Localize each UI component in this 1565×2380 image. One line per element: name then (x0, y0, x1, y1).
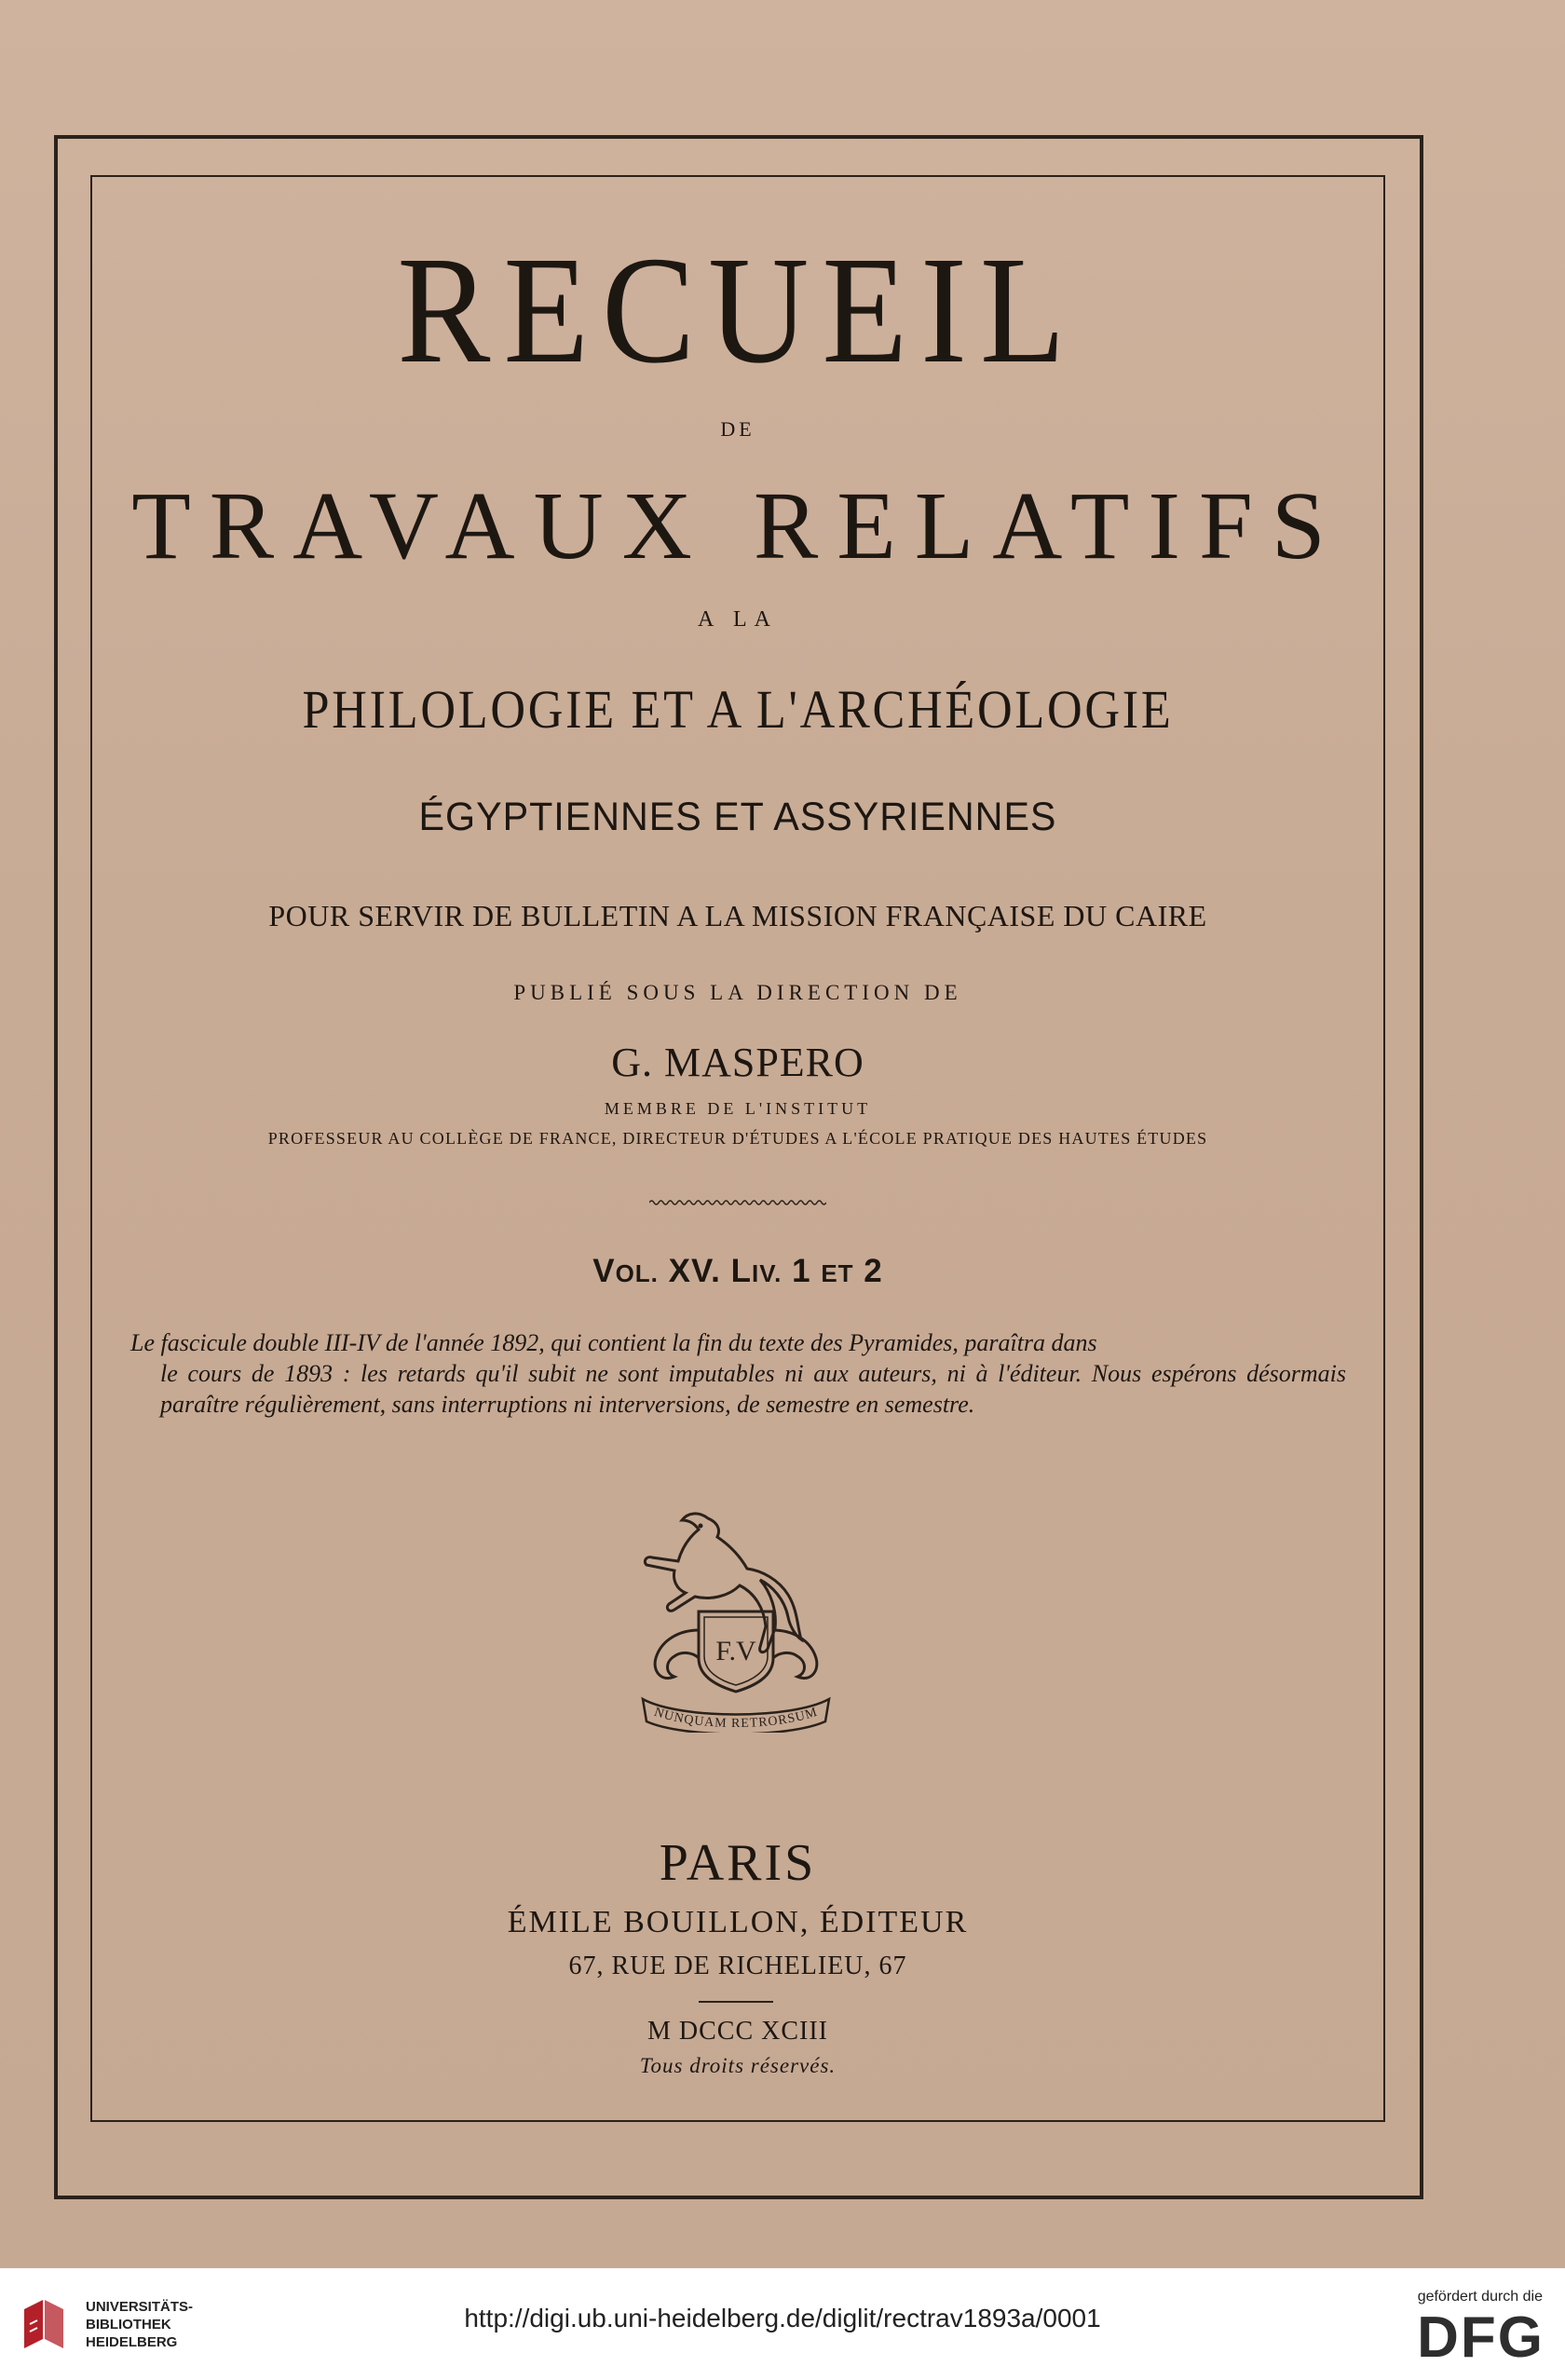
imprint-city: PARIS (659, 1834, 817, 1892)
editor-professeur: PROFESSEUR AU COLLÈGE DE FRANCE, DIRECTEUR D'ÉTUDES A L'ÉCOLE PRATIQUE DES HAUTES ÉTUDES (267, 1129, 1208, 1148)
title-de: DE (720, 417, 755, 441)
notice-paragraph (130, 1327, 1346, 1420)
notice-line-1: Le fascicule double III-IV de l'année 1892, qui contient la fin du texte des Pyramides, paraîtra dans (130, 1329, 1097, 1356)
publie-sous: PUBLIÉ SOUS LA DIRECTION DE (513, 981, 962, 1004)
wavy-rule (649, 1199, 826, 1206)
dfg-logo: DFG (1417, 2305, 1545, 2370)
liv-prefix: L (730, 1253, 752, 1289)
title-a-la: A LA (698, 607, 778, 632)
notice-rest: le cours de 1893 : les retards qu'il subit ne sont imputables ni aux auteurs, ni à l'éditeur. Nous espérons désormais paraître régulièrement, sans interruptions ni interversions, de semestre en semestre. (160, 1360, 1346, 1418)
vol-prefix: V (592, 1253, 616, 1289)
short-rule (699, 2001, 773, 2003)
library-line-2: BIBLIOTHEK (86, 2317, 171, 2332)
imprint-year: M DCCC XCIII (646, 2017, 828, 2046)
volume-line (90, 1253, 1385, 1290)
digitization-footer (0, 2268, 1565, 2380)
editor-name: G. MASPERO (611, 1040, 864, 1085)
imprint-address: 67, RUE DE RICHELIEU, 67 (568, 1952, 907, 1980)
inner-frame (90, 175, 1385, 2122)
vol-prefix-sc: OL. (615, 1259, 659, 1287)
imprint-rights: Tous droits réservés. (639, 2054, 837, 2077)
title-recueil: RECUEIL (397, 224, 1079, 396)
liv-prefix-sc: IV. (751, 1259, 782, 1287)
subtitle-bulletin: POUR SERVIR DE BULLETIN A LA MISSION FRANÇAISE DU CAIRE (268, 899, 1207, 932)
imprint-publisher: ÉMILE BOUILLON, ÉDITEUR (507, 1905, 969, 1939)
title-egyptiennes: ÉGYPTIENNES ET ASSYRIENNES (418, 795, 1057, 839)
liv-et: ET (821, 1259, 854, 1287)
permalink-url[interactable]: http://digi.ub.uni-heidelberg.de/diglit/rectrav1893a/0001 (464, 2304, 1101, 2332)
rearing-horse-emblem-icon (624, 1500, 848, 1733)
emblem-monogram: F.V (715, 1636, 756, 1666)
vol-number: XV. (668, 1253, 721, 1289)
library-line-1: UNIVERSITÄTS- (86, 2299, 194, 2315)
title-philologie: PHILOLOGIE ET A L'ARCHÉOLOGIE (302, 679, 1174, 740)
library-line-3: HEIDELBERG (86, 2334, 178, 2350)
liv-number-2: 2 (864, 1253, 883, 1289)
emblem-motto: NUNQUAM RETRORSUM (652, 1705, 820, 1732)
funded-by-label: gefördert durch die (1417, 2289, 1543, 2305)
title-travaux: TRAVAUX RELATIFS (131, 472, 1344, 579)
editor-membre: MEMBRE DE L'INSTITUT (604, 1099, 872, 1118)
liv-number-1: 1 (792, 1253, 811, 1289)
